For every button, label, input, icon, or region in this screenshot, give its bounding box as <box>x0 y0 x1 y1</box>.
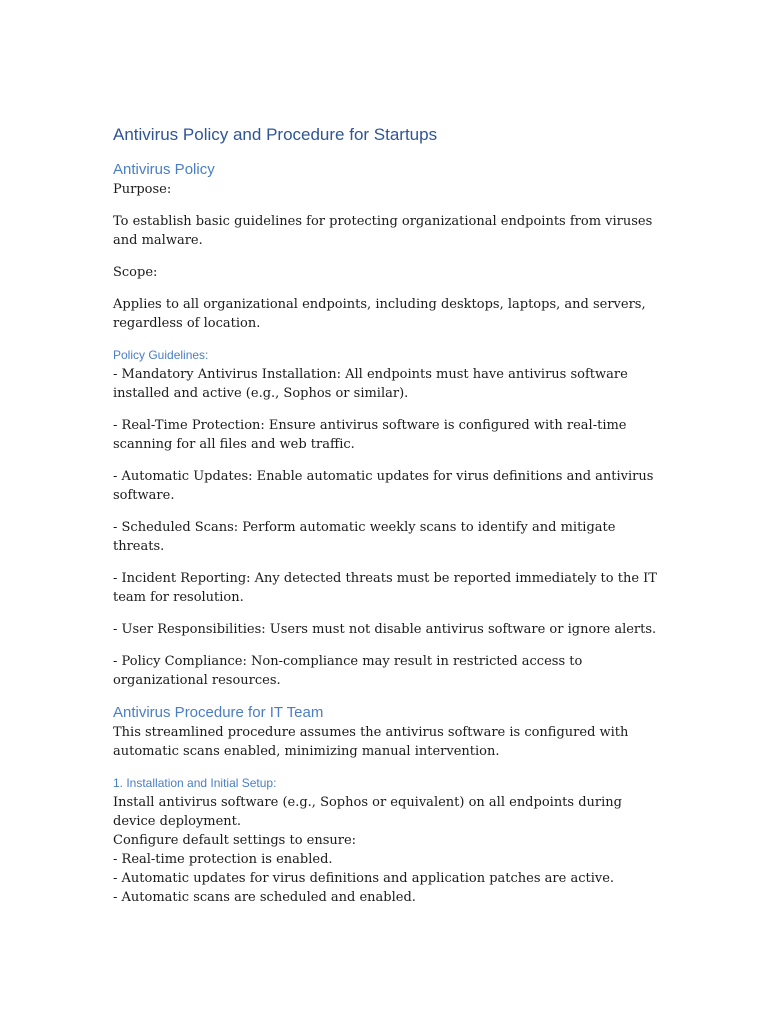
document-title: Antivirus Policy and Procedure for Startups <box>113 125 438 144</box>
guideline-item: - Incident Reporting: Any detected threats must be reported immediately to the IT team for resolution. <box>113 571 657 605</box>
step1-line: - Real-time protection is enabled. <box>113 852 333 867</box>
guideline-item: - Policy Compliance: Non-compliance may result in restricted access to organizational resources. <box>113 654 583 688</box>
guideline-item: - Automatic Updates: Enable automatic updates for virus definitions and antivirus software. <box>113 469 654 503</box>
step1-heading: 1. Installation and Initial Setup: <box>113 776 277 790</box>
step1-line: - Automatic scans are scheduled and enabled. <box>113 890 416 905</box>
guideline-item: - Real-Time Protection: Ensure antivirus software is configured with real-time scanning for all files and web traffic. <box>113 418 627 452</box>
policy-heading: Antivirus Policy <box>113 161 215 178</box>
scope-text: Applies to all organizational endpoints, including desktops, laptops, and servers, regardless of location. <box>113 297 646 331</box>
purpose-text: To establish basic guidelines for protecting organizational endpoints from viruses and malware. <box>113 214 653 248</box>
purpose-label: Purpose: <box>113 182 172 197</box>
guideline-item: - Mandatory Antivirus Installation: All endpoints must have antivirus software installed and active (e.g., Sophos or similar). <box>113 367 628 401</box>
document-page <box>113 124 661 907</box>
guidelines-heading: Policy Guidelines: <box>113 348 209 362</box>
step1-line: Install antivirus software (e.g., Sophos or equivalent) on all endpoints during device deployment. <box>113 795 622 829</box>
procedure-heading: Antivirus Procedure for IT Team <box>113 704 324 721</box>
step1-line: Configure default settings to ensure: <box>113 833 357 848</box>
procedure-intro: This streamlined procedure assumes the antivirus software is configured with automatic scans enabled, minimizing manual intervention. <box>113 725 629 759</box>
guideline-item: - Scheduled Scans: Perform automatic weekly scans to identify and mitigate threats. <box>113 520 616 554</box>
step1-line: - Automatic updates for virus definitions and application patches are active. <box>113 871 615 886</box>
guideline-item: - User Responsibilities: Users must not disable antivirus software or ignore alerts. <box>113 622 657 637</box>
scope-label: Scope: <box>113 265 158 280</box>
